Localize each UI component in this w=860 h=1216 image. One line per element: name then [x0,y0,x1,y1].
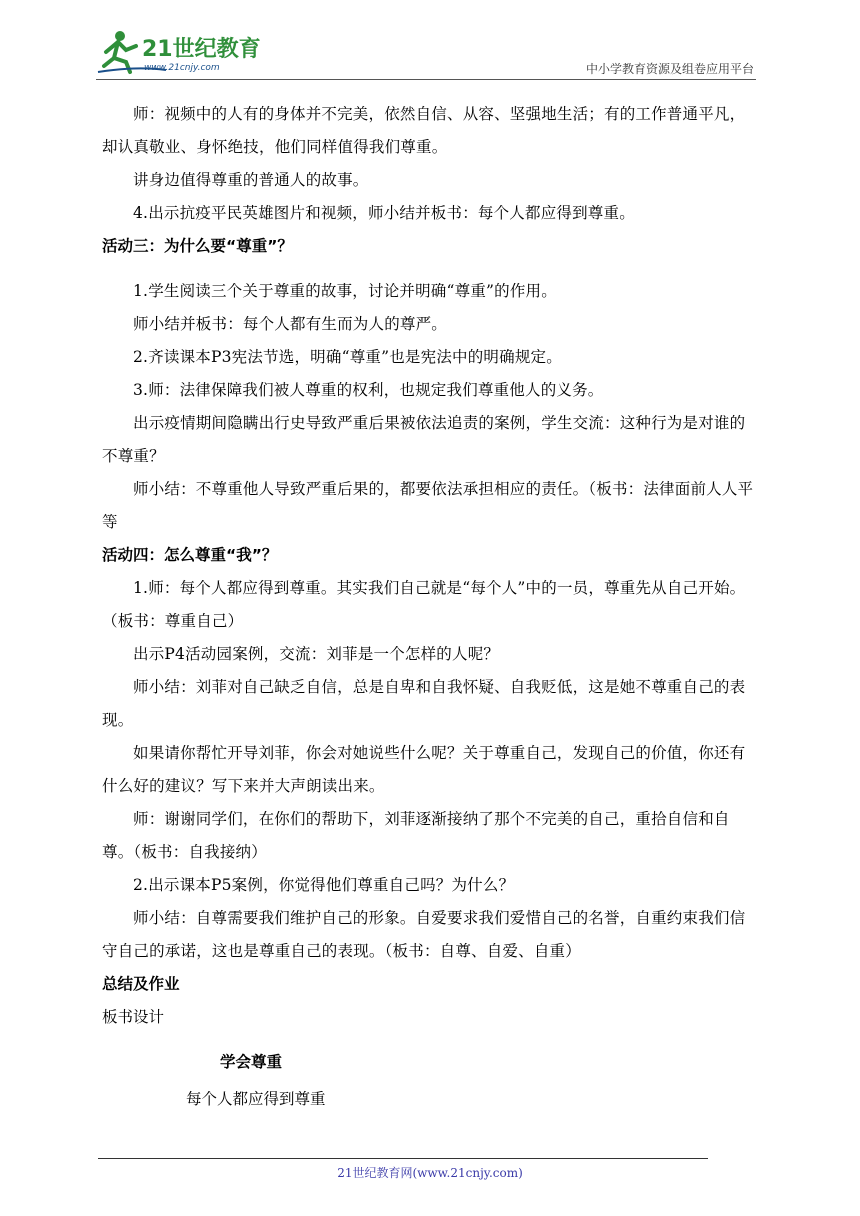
paragraph: 3.师：法律保障我们被人尊重的权利，也规定我们尊重他人的义务。 [133,381,604,399]
platform-name: 中小学教育资源及组卷应用平台 [585,62,754,76]
svg-text:www.21cnjy.com: www.21cnjy.com [144,63,220,73]
footer-divider [98,1158,708,1159]
paragraph: 1.学生阅读三个关于尊重的故事，讨论并明确“尊重”的作用。 [133,282,557,300]
paragraph: 师小结：不尊重他人导致严重后果的，都要依法承担相应的责任。（板书：法律面前人人平等 [102,480,754,531]
section-heading: 活动三：为什么要“尊重”？ [102,237,293,255]
document-body [102,98,760,1116]
board-design-label: 板书设计 [102,1008,165,1026]
header-divider [96,79,756,80]
board-line: 每个人都应得到尊重 [186,1090,326,1108]
paragraph: 2.齐读课本P3宪法节选，明确“尊重”也是宪法中的明确规定。 [133,348,562,366]
paragraph: 师：谢谢同学们，在你们的帮助下，刘菲逐渐接纳了那个不完美的自己，重拾自信和自尊。（板书：自我接纳） [102,810,730,861]
footer-link[interactable]: 21世纪教育网(www.21cnjy.com) [337,1166,523,1180]
section-heading: 总结及作业 [102,975,180,993]
site-logo [96,26,261,78]
board-title: 学会尊重 [220,1053,283,1071]
paragraph: 1.师：每个人都应得到尊重。其实我们自己就是“每个人”中的一员，尊重先从自己开始。（板书：尊重自己） [102,579,746,630]
paragraph: 师小结并板书：每个人都有生而为人的尊严。 [133,315,448,333]
paragraph: 如果请你帮忙开导刘菲，你会对她说些什么呢？关于尊重自己，发现自己的价值，你还有什么好的建议？写下来并大声朗读出来。 [102,744,746,795]
paragraph: 讲身边值得尊重的普通人的故事。 [133,171,369,189]
paragraph: 师小结：刘菲对自己缺乏自信，总是自卑和自我怀疑、自我贬低，这是她不尊重自己的表现。 [102,678,746,729]
paragraph: 师：视频中的人有的身体并不完美，依然自信、从容、坚强地生活；有的工作普通平凡，却认真敬业、身怀绝技，他们同样值得我们尊重。 [102,105,746,156]
svg-text:21世纪教育: 21世纪教育 [142,37,261,62]
paragraph: 出示P4活动园案例，交流：刘菲是一个怎样的人呢？ [133,645,500,663]
paragraph: 师小结：自尊需要我们维护自己的形象。自爱要求我们爱惜自己的名誉，自重约束我们信守自己的承诺，这也是尊重自己的表现。（板书：自尊、自爱、自重） [102,909,746,960]
paragraph: 4.出示抗疫平民英雄图片和视频，师小结并板书：每个人都应得到尊重。 [133,204,635,222]
section-heading: 活动四：怎么尊重“我”？ [102,546,278,564]
paragraph: 2.出示课本P5案例，你觉得他们尊重自己吗？为什么？ [133,876,515,894]
paragraph: 出示疫情期间隐瞒出行史导致严重后果被依法追责的案例，学生交流：这种行为是对谁的不尊重？ [102,414,746,465]
